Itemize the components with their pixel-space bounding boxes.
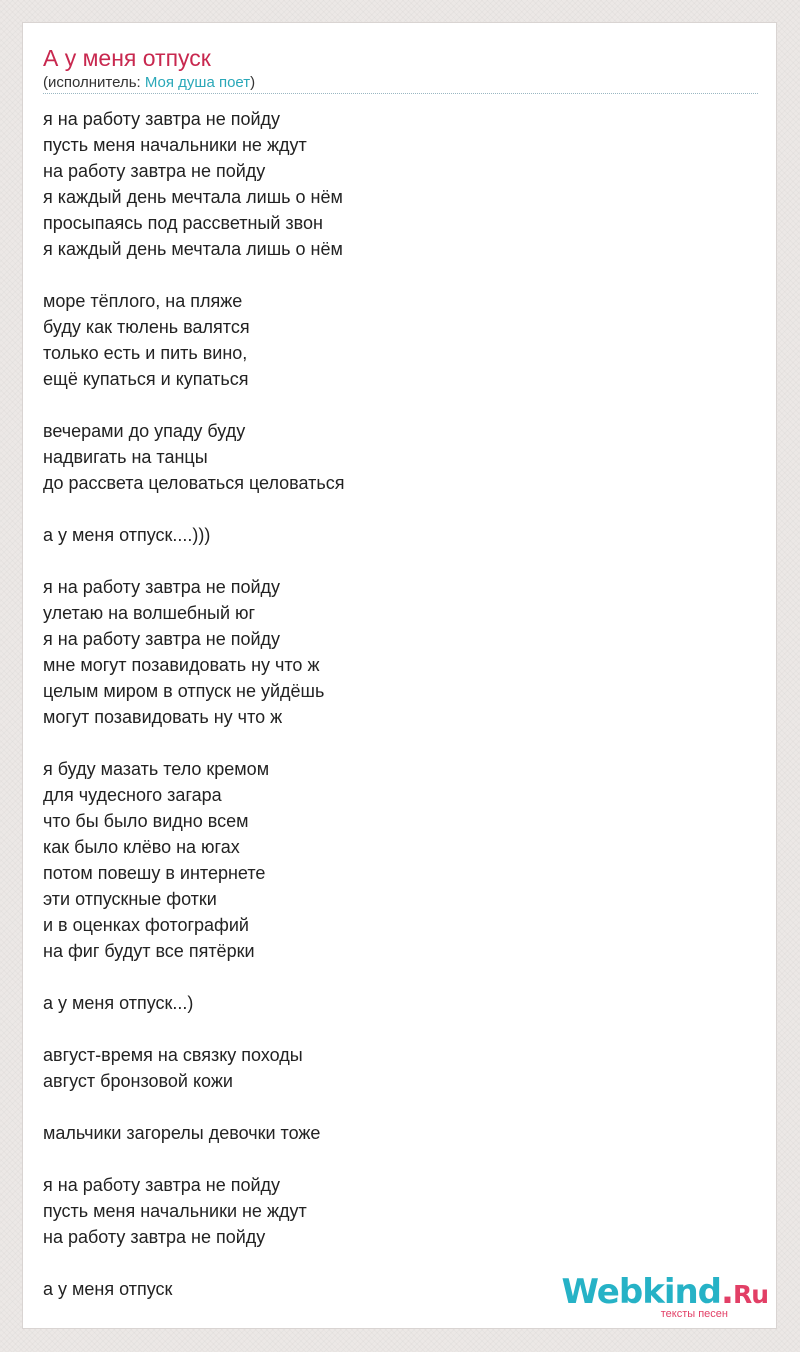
lyrics-line: я каждый день мечтала лишь о нём [43,239,343,259]
lyrics-line: буду как тюлень валятся [43,317,250,337]
lyrics-stanza [43,1042,743,1094]
lyrics-line: просыпаясь под рассветный звон [43,213,323,233]
lyrics-line: что бы было видно всем [43,811,249,831]
lyrics-line: пусть меня начальники не ждут [43,135,307,155]
lyrics-stanza [43,288,743,392]
lyrics-line: на фиг будут все пятёрки [43,941,255,961]
logo-dot: . [721,1272,733,1312]
logo-name: Webkind [561,1272,722,1312]
logo-wordmark [561,1272,768,1312]
lyrics-stanza [43,1172,743,1250]
lyrics-line: улетаю на волшебный юг [43,603,256,623]
lyrics-line: а у меня отпуск...) [43,993,194,1013]
lyrics-line: на работу завтра не пойду [43,161,266,181]
lyrics-line: и в оценках фотографий [43,915,249,935]
lyrics-line: до рассвета целоваться целоваться [43,473,345,493]
lyrics-text [43,106,743,1328]
lyrics-line: я буду мазать тело кремом [43,759,270,779]
artist-suffix: ) [250,74,256,91]
lyrics-line: потом повешу в интернете [43,863,266,883]
song-title: А у меня отпуск [43,45,211,71]
lyrics-line: целым миром в отпуск не уйдёшь [43,681,325,701]
lyrics-line: я каждый день мечтала лишь о нём [43,187,343,207]
lyrics-card [22,22,777,1329]
lyrics-line: только есть и пить вино, [43,343,248,363]
webkind-logo[interactable] [561,1272,768,1320]
artist-link[interactable]: Моя душа поет [144,74,251,91]
lyrics-line: на работу завтра не пойду [43,1227,266,1247]
artist-prefix: (исполнитель: [43,74,145,91]
lyrics-line: надвигать на танцы [43,447,208,467]
lyrics-line: как было клёво на югах [43,837,240,857]
lyrics-line: я на работу завтра не пойду [43,109,281,129]
lyrics-line: для чудесного загара [43,785,222,805]
lyrics-line: могут позавидовать ну что ж [43,707,283,727]
lyrics-line: а у меня отпуск....))) [43,525,211,545]
lyrics-line: август-время на связку походы [43,1045,303,1065]
lyrics-stanza [43,990,743,1016]
lyrics-line: август бронзовой кожи [43,1071,233,1091]
logo-tagline: тексты песен [660,1308,728,1320]
lyrics-line: ещё купаться и купаться [43,369,249,389]
lyrics-stanza [43,574,743,730]
lyrics-line: вечерами до упаду буду [43,421,246,441]
lyrics-line: море тёплого, на пляже [43,291,243,311]
lyrics-line: эти отпускные фотки [43,889,217,909]
lyrics-line: я на работу завтра не пойду [43,577,281,597]
lyrics-line: я на работу завтра не пойду [43,1175,281,1195]
lyrics-line: мне могут позавидовать ну что ж [43,655,320,675]
lyrics-line: а у меня отпуск [43,1279,173,1299]
lyrics-line: я на работу завтра не пойду [43,629,281,649]
lyrics-stanza [43,106,743,262]
lyrics-line: мальчики загорелы девочки тоже [43,1123,321,1143]
artist-line [43,74,255,92]
lyrics-stanza [43,522,743,548]
logo-tld: Ru [732,1280,768,1309]
lyrics-stanza [43,418,743,496]
lyrics-stanza [43,756,743,964]
lyrics-stanza [43,1120,743,1146]
title-divider [43,93,758,94]
lyrics-line: пусть меня начальники не ждут [43,1201,307,1221]
